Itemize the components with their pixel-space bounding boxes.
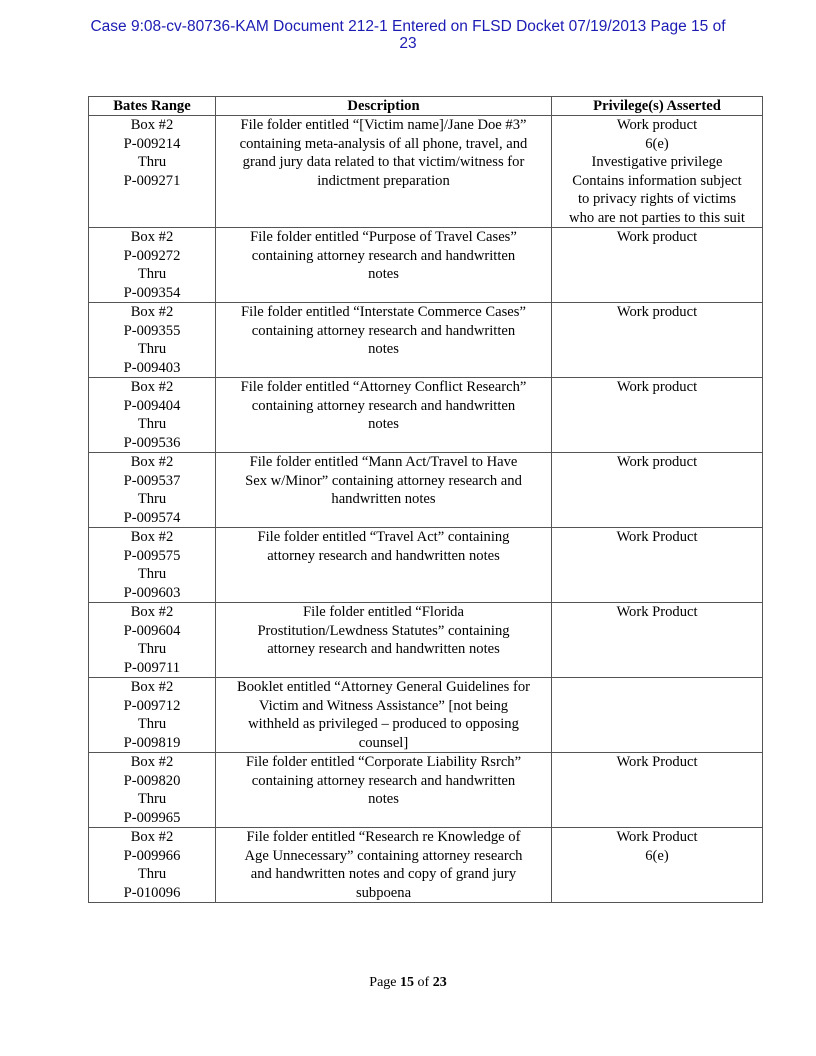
description-line: containing attorney research and handwritten (251, 397, 516, 414)
table-row (89, 228, 763, 303)
bates-line: Box #2 (130, 679, 174, 695)
privilege-line: who are not parties to this suit (569, 209, 745, 226)
bates-line: Box #2 (130, 754, 174, 770)
bates-line: P-009403 (123, 359, 181, 376)
privilege-line: Work product (616, 454, 698, 470)
bates-line: Box #2 (130, 229, 174, 245)
privilege-cell (552, 378, 763, 453)
privilege-line: 6(e) (645, 135, 669, 152)
bates-line: Thru (137, 866, 167, 882)
bates-line: Box #2 (130, 379, 174, 395)
bates-line: Thru (137, 566, 167, 582)
description-line: Booklet entitled “Attorney General Guidelines for (236, 679, 530, 695)
privilege-line: Work Product (616, 829, 698, 845)
privilege-line: 6(e) (645, 847, 669, 864)
bates-line: Box #2 (130, 304, 174, 320)
privilege-line: Work product (616, 379, 698, 395)
bates-range-cell (89, 228, 216, 303)
page-footer (0, 975, 816, 991)
bates-line: P-009271 (123, 172, 181, 189)
bates-range-cell (89, 753, 216, 828)
bates-range-cell (89, 116, 216, 228)
description-line: containing attorney research and handwritten (251, 772, 516, 789)
description-line: File folder entitled “Purpose of Travel Cases” (250, 229, 517, 245)
description-line: counsel] (358, 734, 409, 751)
description-line: attorney research and handwritten notes (267, 547, 500, 564)
bates-line: P-009603 (123, 584, 181, 601)
description-line: File folder entitled “Mann Act/Travel to Have (249, 454, 518, 470)
bates-line: P-009711 (123, 659, 181, 676)
privilege-line: Work Product (616, 754, 698, 770)
description-line: notes (368, 416, 399, 432)
bates-line: P-009537 (123, 472, 181, 489)
description-line: handwritten notes (331, 491, 436, 507)
bates-line: P-009966 (123, 847, 181, 864)
bates-line: Box #2 (130, 604, 174, 620)
description-line: attorney research and handwritten notes (267, 641, 500, 657)
privilege-line: Work product (616, 117, 698, 133)
table-row (89, 528, 763, 603)
bates-line: Thru (137, 491, 167, 507)
privilege-cell (552, 828, 763, 903)
description-line: notes (368, 341, 399, 357)
description-line: indictment preparation (317, 172, 450, 189)
bates-line: Box #2 (130, 829, 174, 845)
privilege-cell (552, 603, 763, 678)
privilege-cell (552, 678, 763, 753)
bates-range-cell (89, 678, 216, 753)
description-line: notes (368, 791, 399, 807)
privilege-line: to privacy rights of victims (577, 191, 737, 207)
privilege-line: Investigative privilege (591, 154, 723, 170)
table-row (89, 116, 763, 228)
description-cell (216, 828, 552, 903)
description-line: File folder entitled “[Victim name]/Jane Doe #3” (240, 117, 527, 133)
column-header-privilege: Privilege(s) Asserted (552, 97, 763, 116)
privilege-cell (552, 453, 763, 528)
privilege-cell (552, 116, 763, 228)
description-cell (216, 116, 552, 228)
bates-line: P-009574 (123, 509, 181, 526)
privilege-cell (552, 303, 763, 378)
description-line: File folder entitled “Research re Knowledge of (246, 829, 521, 845)
bates-range-cell (89, 528, 216, 603)
description-line: Age Unnecessary” containing attorney research (244, 847, 523, 864)
table-row (89, 453, 763, 528)
privilege-line: Contains information subject (572, 172, 742, 189)
privilege-line: Work product (616, 229, 698, 245)
description-line: containing attorney research and handwritten (251, 322, 516, 339)
bates-range-cell (89, 453, 216, 528)
docket-header-line2: 23 (399, 35, 417, 52)
privilege-line: Work Product (616, 604, 698, 620)
docket-header (0, 18, 816, 52)
description-line: grand jury data related to that victim/witness for (242, 154, 525, 170)
privilege-cell (552, 228, 763, 303)
table-row (89, 828, 763, 903)
bates-line: Box #2 (130, 529, 174, 545)
footer-of: of (417, 975, 430, 990)
table-row (89, 303, 763, 378)
description-line: withheld as privileged – produced to opposing (248, 716, 519, 732)
description-line: Sex w/Minor” containing attorney research and (245, 472, 522, 489)
bates-line: P-009355 (123, 322, 181, 339)
footer-page-number: 15 (400, 975, 415, 990)
bates-line: P-009712 (123, 697, 181, 714)
table-row (89, 603, 763, 678)
table-body (89, 116, 763, 903)
description-line: File folder entitled “Corporate Liability Rsrch” (245, 754, 522, 770)
description-cell (216, 228, 552, 303)
bates-line: P-009575 (123, 547, 181, 564)
description-line: File folder entitled “Interstate Commerce Cases” (241, 304, 526, 320)
privilege-line: Work Product (616, 529, 698, 545)
bates-line: Thru (137, 154, 167, 170)
bates-line: P-009604 (123, 622, 181, 639)
description-line: containing attorney research and handwritten (251, 247, 516, 264)
bates-range-cell (89, 603, 216, 678)
footer-page-prefix: Page (369, 975, 397, 990)
bates-line: Thru (137, 791, 167, 807)
bates-line: Thru (137, 341, 167, 357)
description-cell (216, 378, 552, 453)
description-line: subpoena (355, 884, 412, 901)
bates-line: P-010096 (123, 884, 181, 901)
bates-line: P-009965 (123, 809, 181, 826)
column-header-bates: Bates Range (89, 97, 216, 116)
description-line: containing meta-analysis of all phone, travel, and (239, 135, 528, 152)
bates-line: Thru (137, 641, 167, 657)
description-cell (216, 528, 552, 603)
bates-line: Thru (137, 266, 167, 282)
bates-line: Thru (137, 716, 167, 732)
description-cell (216, 678, 552, 753)
description-line: Victim and Witness Assistance” [not being (258, 697, 509, 714)
description-line: Prostitution/Lewdness Statutes” containing (257, 622, 510, 639)
description-line: File folder entitled “Travel Act” containing (257, 529, 510, 545)
bates-line: Box #2 (130, 454, 174, 470)
description-line: File folder entitled “Florida (303, 604, 464, 620)
description-cell (216, 603, 552, 678)
table-row (89, 753, 763, 828)
description-cell (216, 453, 552, 528)
privilege-line: Work product (616, 304, 698, 320)
description-line: and handwritten notes and copy of grand jury (250, 866, 517, 882)
privilege-log-table (88, 96, 763, 903)
bates-line: P-009214 (123, 135, 181, 152)
description-line: File folder entitled “Attorney Conflict Research” (240, 379, 527, 395)
bates-range-cell (89, 303, 216, 378)
bates-line: Box #2 (130, 117, 174, 133)
table-row (89, 678, 763, 753)
description-line: notes (368, 266, 399, 282)
description-cell (216, 303, 552, 378)
bates-line: P-009354 (123, 284, 181, 301)
footer-total-pages: 23 (432, 975, 447, 990)
privilege-cell (552, 528, 763, 603)
privilege-cell (552, 753, 763, 828)
docket-header-line1: Case 9:08-cv-80736-KAM Document 212-1 Entered on FLSD Docket 07/19/2013 Page 15 of (90, 18, 726, 35)
bates-line: P-009404 (123, 397, 181, 414)
bates-line: P-009820 (123, 772, 181, 789)
table-header-row (89, 97, 763, 116)
bates-line: P-009536 (123, 434, 181, 451)
bates-range-cell (89, 378, 216, 453)
table-row (89, 378, 763, 453)
bates-range-cell (89, 828, 216, 903)
bates-line: P-009272 (123, 247, 181, 264)
bates-line: Thru (137, 416, 167, 432)
bates-line: P-009819 (123, 734, 181, 751)
column-header-description: Description (216, 97, 552, 116)
description-cell (216, 753, 552, 828)
